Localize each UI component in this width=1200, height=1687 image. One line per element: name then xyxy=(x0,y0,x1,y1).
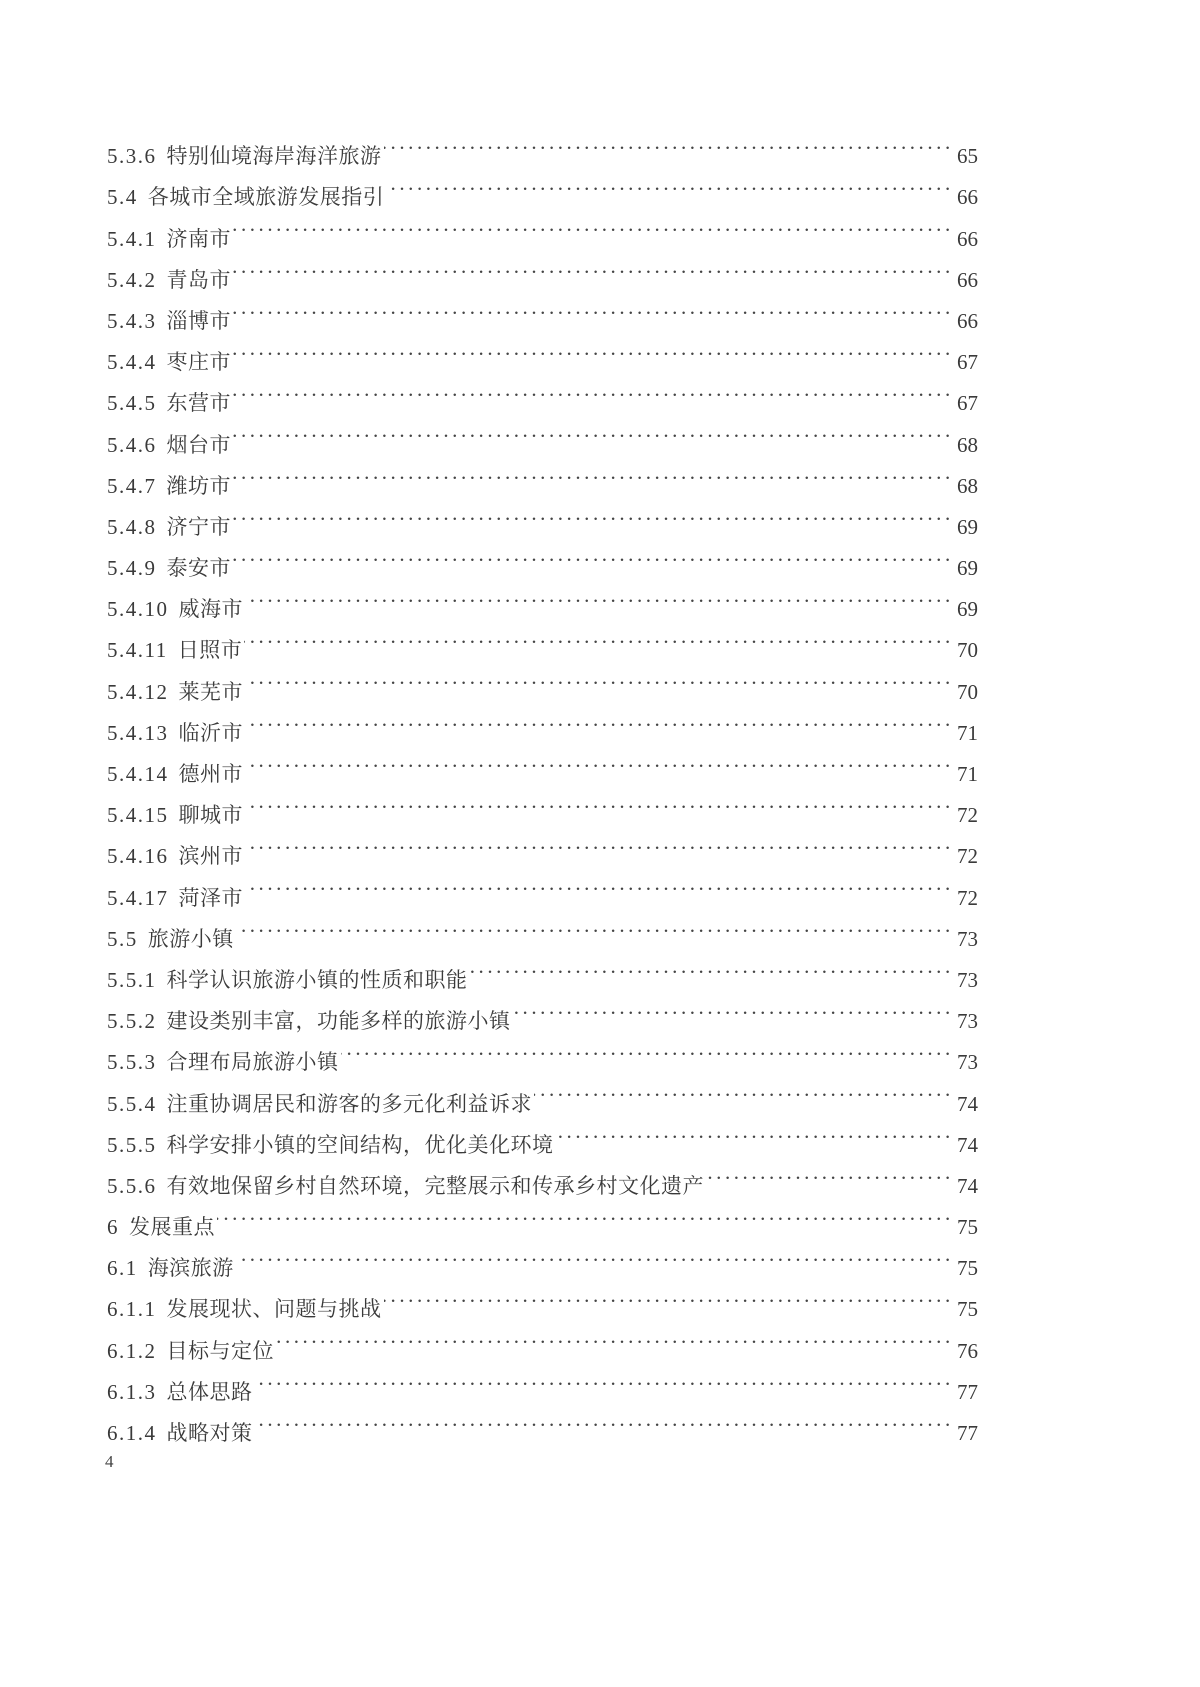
toc-entry-page: 75 xyxy=(957,1256,978,1281)
toc-entry-number: 5.4.4 xyxy=(107,350,157,375)
toc-entry[interactable] xyxy=(107,369,978,416)
toc-entry-title: 战略对策 xyxy=(166,1421,253,1445)
toc-entry-title: 特别仙境海岸海洋旅游 xyxy=(166,144,382,169)
toc-entry-title: 有效地保留乡村自然环境，完整展示和传承乡村文化遗产 xyxy=(166,1173,704,1198)
dot-leader xyxy=(217,1193,950,1234)
toc-entry-number: 5.4.3 xyxy=(107,308,157,333)
toc-entry-number: 5.4.13 xyxy=(107,720,169,745)
dot-leader xyxy=(233,452,950,493)
toc-entry-number: 6.1.2 xyxy=(107,1338,157,1363)
toc-entry-title: 济宁市 xyxy=(166,514,231,539)
dot-leader xyxy=(276,1316,950,1357)
dot-leader xyxy=(233,287,950,328)
toc-entry-number: 5.4.16 xyxy=(107,844,169,869)
toc-entry-number: 5.5 xyxy=(107,926,138,951)
toc-entry-number: 5.4.5 xyxy=(107,391,157,416)
toc-entry-page: 70 xyxy=(957,679,978,704)
dot-leader xyxy=(233,246,950,287)
dot-leader xyxy=(233,204,950,245)
toc-entry-title: 日照市 xyxy=(177,638,243,663)
toc-entry-title: 青岛市 xyxy=(166,267,231,292)
toc-entry-title: 建设类别丰富，功能多样的旅游小镇 xyxy=(166,1009,511,1034)
dot-leader xyxy=(384,1275,951,1316)
toc-entry-title: 东营市 xyxy=(166,391,231,416)
dot-leader xyxy=(706,1152,950,1193)
toc-entry-number: 5.4.2 xyxy=(107,267,157,292)
toc-entry-page: 70 xyxy=(957,638,978,663)
toc-entry-title: 潍坊市 xyxy=(166,473,231,498)
toc-entry[interactable] xyxy=(107,1234,978,1281)
toc-entry[interactable] xyxy=(107,410,978,457)
toc-entry-number: 5.5.3 xyxy=(107,1050,157,1075)
toc-entry[interactable] xyxy=(107,246,978,292)
dot-leader xyxy=(244,616,950,657)
toc-entry-page: 68 xyxy=(957,432,978,457)
dot-leader xyxy=(556,1111,951,1152)
toc-entry-number: 6.1.4 xyxy=(107,1421,157,1445)
dot-leader xyxy=(245,740,950,781)
dot-leader xyxy=(513,987,951,1028)
toc-entry-number: 5.4.14 xyxy=(107,762,169,786)
toc-entry-number: 5.4.7 xyxy=(107,473,157,498)
toc-entry-page: 68 xyxy=(957,473,978,498)
toc-entry[interactable] xyxy=(107,534,978,581)
dot-leader xyxy=(255,1399,951,1440)
dot-leader xyxy=(233,534,950,575)
toc-entry-title: 烟台市 xyxy=(166,432,231,457)
toc-entry-page: 73 xyxy=(957,1050,978,1075)
dot-leader xyxy=(245,575,950,616)
toc-entry-title: 菏泽市 xyxy=(178,885,243,910)
toc-entry-page: 72 xyxy=(957,885,978,910)
dot-leader xyxy=(245,822,950,863)
toc-entry[interactable] xyxy=(107,905,978,951)
toc-entry-title: 枣庄市 xyxy=(166,350,231,375)
toc-entry-title: 总体思路 xyxy=(166,1379,253,1404)
dot-leader xyxy=(386,163,950,204)
toc-entry-page: 69 xyxy=(957,556,978,581)
dot-leader xyxy=(470,946,951,987)
toc-entry-title: 聊城市 xyxy=(178,803,243,828)
toc-entry[interactable] xyxy=(107,122,978,169)
toc-entry-number: 5.4.17 xyxy=(107,885,169,910)
dot-leader xyxy=(233,493,950,534)
toc-entry-page: 71 xyxy=(957,720,978,745)
toc-entry-title: 科学认识旅游小镇的性质和职能 xyxy=(166,967,468,992)
toc-entry-number: 5.4.15 xyxy=(107,803,169,828)
toc-entry-title: 合理布局旅游小镇 xyxy=(166,1050,339,1075)
dot-leader xyxy=(245,781,950,822)
toc-entry-page: 66 xyxy=(957,185,978,210)
toc-entry-number: 5.5.1 xyxy=(107,967,157,992)
toc-entry-title: 济南市 xyxy=(166,226,231,251)
toc-entry-page: 73 xyxy=(957,926,978,951)
toc-entry-title: 目标与定位 xyxy=(166,1338,274,1363)
toc-entry-page: 73 xyxy=(957,1009,978,1034)
toc-entry-page: 75 xyxy=(957,1215,978,1240)
toc-entry-title: 临沂市 xyxy=(178,720,243,745)
toc-entry-number: 5.4.8 xyxy=(107,514,157,539)
toc-entry-number: 5.4.9 xyxy=(107,556,157,581)
dot-leader xyxy=(245,863,950,904)
toc-entry-page: 69 xyxy=(957,514,978,539)
toc-entry-page: 76 xyxy=(957,1338,978,1363)
toc-entry-number: 5.4.11 xyxy=(107,638,168,663)
toc-entry[interactable] xyxy=(107,287,978,333)
toc-entry-number: 6.1 xyxy=(107,1256,138,1281)
toc-entry[interactable] xyxy=(107,1275,978,1322)
dot-leader xyxy=(384,122,951,163)
dot-leader xyxy=(233,369,950,410)
toc-entry-number: 5.5.2 xyxy=(107,1009,157,1034)
toc-entry-page: 72 xyxy=(957,803,978,828)
toc-entry-title: 发展现状、问题与挑战 xyxy=(166,1297,382,1322)
page-number: 4 xyxy=(105,1452,114,1471)
toc-entry-page: 77 xyxy=(957,1379,978,1404)
toc-entry-page: 77 xyxy=(957,1421,978,1445)
toc-entry-number: 5.5.6 xyxy=(107,1173,157,1198)
toc-entry-number: 6 xyxy=(107,1215,119,1240)
toc-entry-page: 75 xyxy=(957,1297,978,1322)
toc-entry-number: 6.1.3 xyxy=(107,1379,157,1404)
dot-leader xyxy=(255,1358,951,1399)
toc-entry-page: 66 xyxy=(957,226,978,251)
toc-entry-page: 74 xyxy=(957,1091,978,1116)
toc-entry-title: 旅游小镇 xyxy=(147,926,234,951)
toc-entry-title: 海滨旅游 xyxy=(147,1256,234,1281)
toc-entry-page: 72 xyxy=(957,844,978,869)
toc-entry-title: 泰安市 xyxy=(166,556,231,581)
toc-entry-title: 威海市 xyxy=(178,597,243,622)
dot-leader xyxy=(534,1069,950,1110)
toc-entry-title: 各城市全域旅游发展指引 xyxy=(147,185,385,210)
toc-entry-page: 71 xyxy=(957,762,978,786)
toc-entry-title: 滨州市 xyxy=(178,844,243,869)
toc-entry-number: 5.5.4 xyxy=(107,1091,157,1116)
toc-entry-title: 注重协调居民和游客的多元化利益诉求 xyxy=(166,1091,532,1116)
toc-entry-title: 科学安排小镇的空间结构，优化美化环境 xyxy=(166,1132,554,1157)
toc-entry-title: 德州市 xyxy=(178,762,243,786)
toc-entry-number: 5.5.5 xyxy=(107,1132,157,1157)
toc-entry-number: 5.3.6 xyxy=(107,144,157,169)
dot-leader xyxy=(233,328,950,369)
dot-leader xyxy=(245,657,950,698)
toc-entry-number: 5.4.1 xyxy=(107,226,157,251)
table-of-contents xyxy=(107,122,978,1445)
toc-entry-title: 莱芜市 xyxy=(178,679,243,704)
toc-entry-title: 淄博市 xyxy=(166,308,231,333)
toc-entry-page: 69 xyxy=(957,597,978,622)
toc-entry-number: 5.4.10 xyxy=(107,597,169,622)
toc-entry-number: 5.4.12 xyxy=(107,679,169,704)
toc-entry-page: 73 xyxy=(957,967,978,992)
toc-entry-number: 5.4.6 xyxy=(107,432,157,457)
toc-entry-page: 74 xyxy=(957,1173,978,1198)
dot-leader xyxy=(233,410,950,451)
toc-entry[interactable] xyxy=(107,575,978,622)
dot-leader xyxy=(236,905,950,946)
toc-entry[interactable] xyxy=(107,1193,978,1240)
toc-entry-title: 发展重点 xyxy=(129,1215,215,1240)
toc-entry-page: 67 xyxy=(957,350,978,375)
dot-leader xyxy=(245,699,950,740)
toc-entry[interactable] xyxy=(107,204,978,251)
dot-leader xyxy=(236,1234,950,1275)
toc-entry[interactable] xyxy=(107,328,978,375)
toc-entry[interactable] xyxy=(107,452,978,498)
toc-entry-page: 74 xyxy=(957,1132,978,1157)
toc-entry-number: 6.1.1 xyxy=(107,1297,157,1322)
toc-entry-number: 5.4 xyxy=(107,185,138,210)
toc-entry-page: 66 xyxy=(957,308,978,333)
dot-leader xyxy=(341,1028,951,1069)
toc-entry[interactable] xyxy=(107,493,978,539)
toc-entry-page: 67 xyxy=(957,391,978,416)
toc-entry[interactable] xyxy=(107,946,978,992)
toc-entry-page: 66 xyxy=(957,267,978,292)
toc-entry-page: 65 xyxy=(957,144,978,169)
